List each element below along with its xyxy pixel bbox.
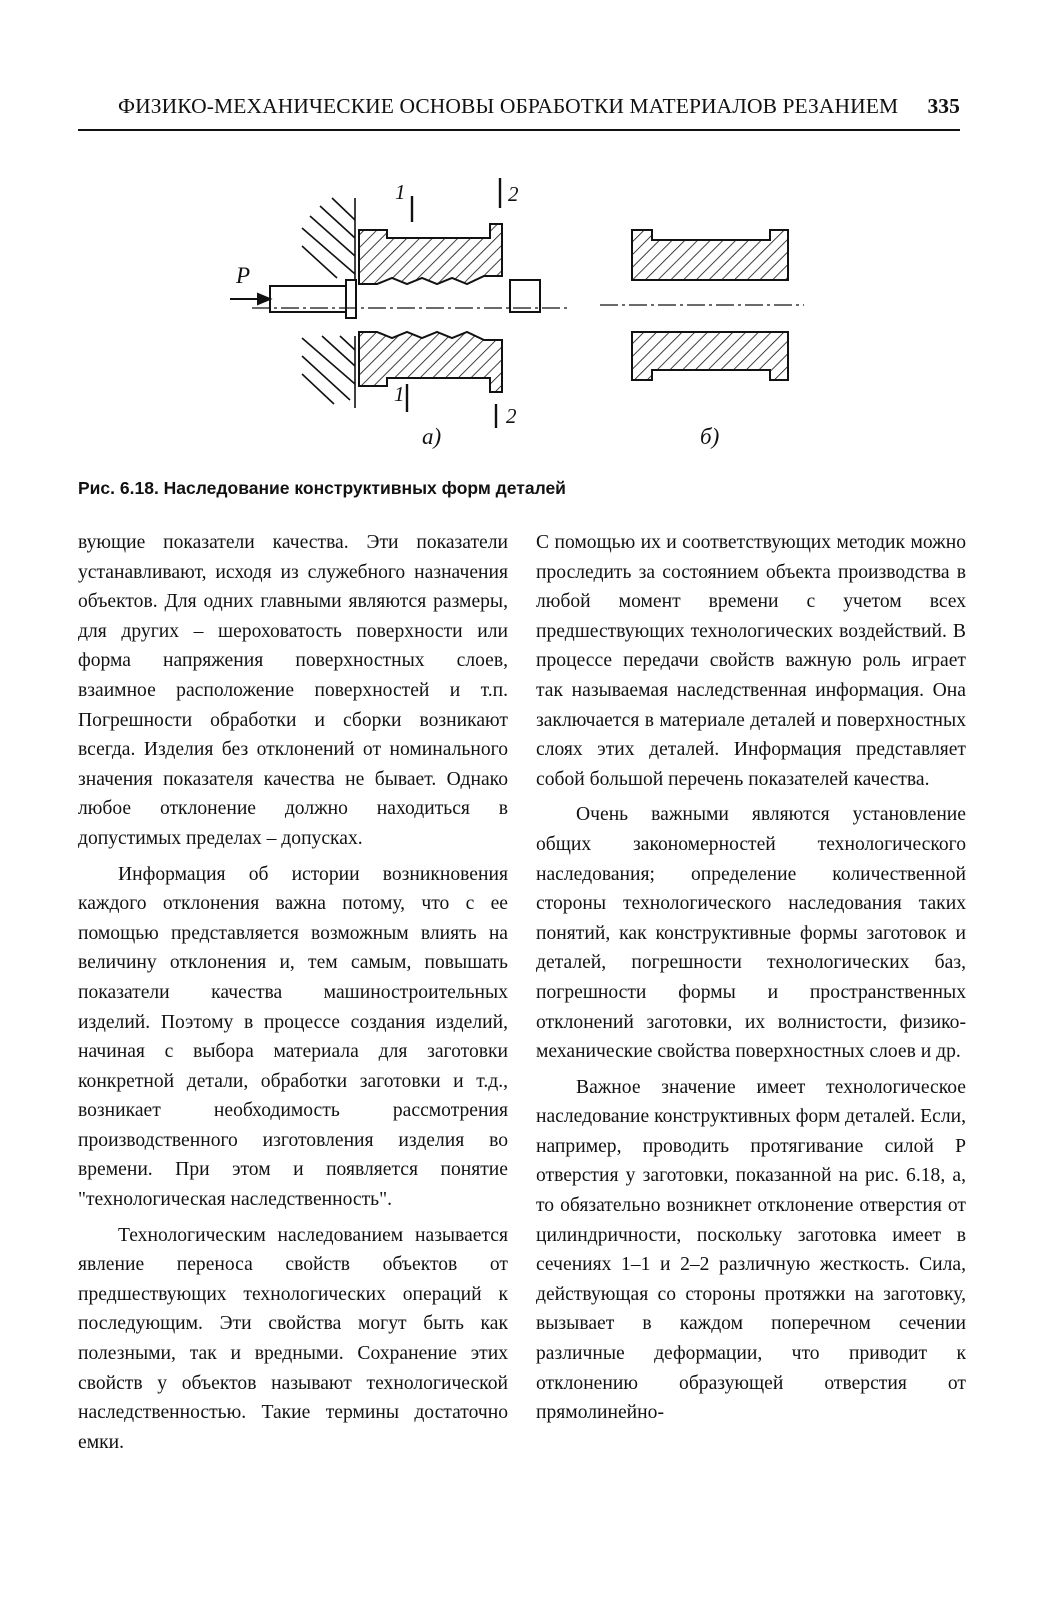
broach-tool <box>270 280 540 318</box>
left-column <box>78 528 508 1457</box>
page-number: 335 <box>927 94 960 118</box>
header-rule <box>78 129 960 131</box>
section-1-bottom-label: 1 <box>394 382 405 406</box>
figure-caption: Рис. 6.18. Наследование конструктивных форм деталей <box>78 478 566 498</box>
running-head-title: ФИЗИКО-МЕХАНИЧЕСКИЕ ОСНОВЫ ОБРАБОТКИ МАТЕРИАЛОВ РЕЗАНИЕМ <box>118 94 899 118</box>
section-1-top-label: 1 <box>395 180 406 204</box>
left-paragraph-2: Информация об истории возникновения каждого отклонения важна потому, что с ее помощью представляется возможным влиять на величину отклонения и, тем самым, повышать показатели качества машиностроительных изделий. Поэтому в процессе создания изделий, начиная с выбора материала для заготовки конкретной детали, обработки заготовки и т.д., возникает необходимость рассмотрения производственного изготовления изделия во времени. При этом и появляется понятие "технологическая наследственность". <box>78 863 508 1211</box>
label-a: а) <box>422 424 442 449</box>
section-2-top-label: 2 <box>508 182 519 206</box>
section-markers <box>407 178 500 428</box>
label-b: б) <box>700 424 720 449</box>
figure-drawing <box>222 168 812 468</box>
section-2-bottom-label: 2 <box>506 404 517 428</box>
left-paragraph-1: вующие показатели качества. Эти показатели устанавливают, исходя из служебного назначения объектов. Для одних главными являются размеры, для других – шероховатость поверхности или форма напряжения поверхностных слоев, взаимное расположение поверхностей и т.п. Погрешности обработки и сборки возникают всегда. Изделия без отклонений от номинального значения показателя качества не бывает. Однако любое отклонение должно находиться в допустимых пределах – допусках. <box>78 532 508 849</box>
force-arrow <box>230 294 270 304</box>
right-paragraph-3: Важное значение имеет технологическое наследование конструктивных форм деталей. Если, например, проводить протягивание силой P отверстия у заготовки, показанной на рис. 6.18, а, то обязательно возникнет отклонение отверстия от цилиндричности, поскольку заготовка имеет в сечениях 1–1 и 2–2 различную жесткость. Сила, действующая со стороны протяжки на заготовку, вызывает в каждом поперечном сечении различные деформации, что приводит к отклонению образующей отверстия от прямолинейно- <box>536 1076 966 1424</box>
left-paragraph-3: Технологическим наследованием называется явление переноса свойств объектов от предшествующих технологических операций к последующим. Эти свойства могут быть как полезными, так и вредными. Сохранение этих свойств у объектов называют технологической наследственностью. Такие термины достаточно емки. <box>78 1224 508 1453</box>
figure-6-18 <box>222 168 812 468</box>
right-paragraph-2: Очень важными являются установление общих закономерностей технологического наследования; определение количественной стороны технологического наследования таких понятий, как конструктивные формы заготовок и деталей, погрешности технологических баз, погрешности формы и пространственных отклонений заготовки, их волнистости, физико-механические свойства поверхностных слоев и др. <box>536 804 966 1063</box>
right-column <box>536 528 966 1428</box>
force-label: P <box>236 263 251 288</box>
right-paragraph-1: С помощью их и соответствующих методик можно проследить за состоянием объекта производства в любой момент времени с учетом всех предшествующих технологических воздействий. В процессе передачи свойств важную роль играет так называемая наследственная информация. Она заключается в материале деталей и поверхностных слоях этих деталей. Информация представляет собой большой перечень показателей качества. <box>536 532 966 790</box>
